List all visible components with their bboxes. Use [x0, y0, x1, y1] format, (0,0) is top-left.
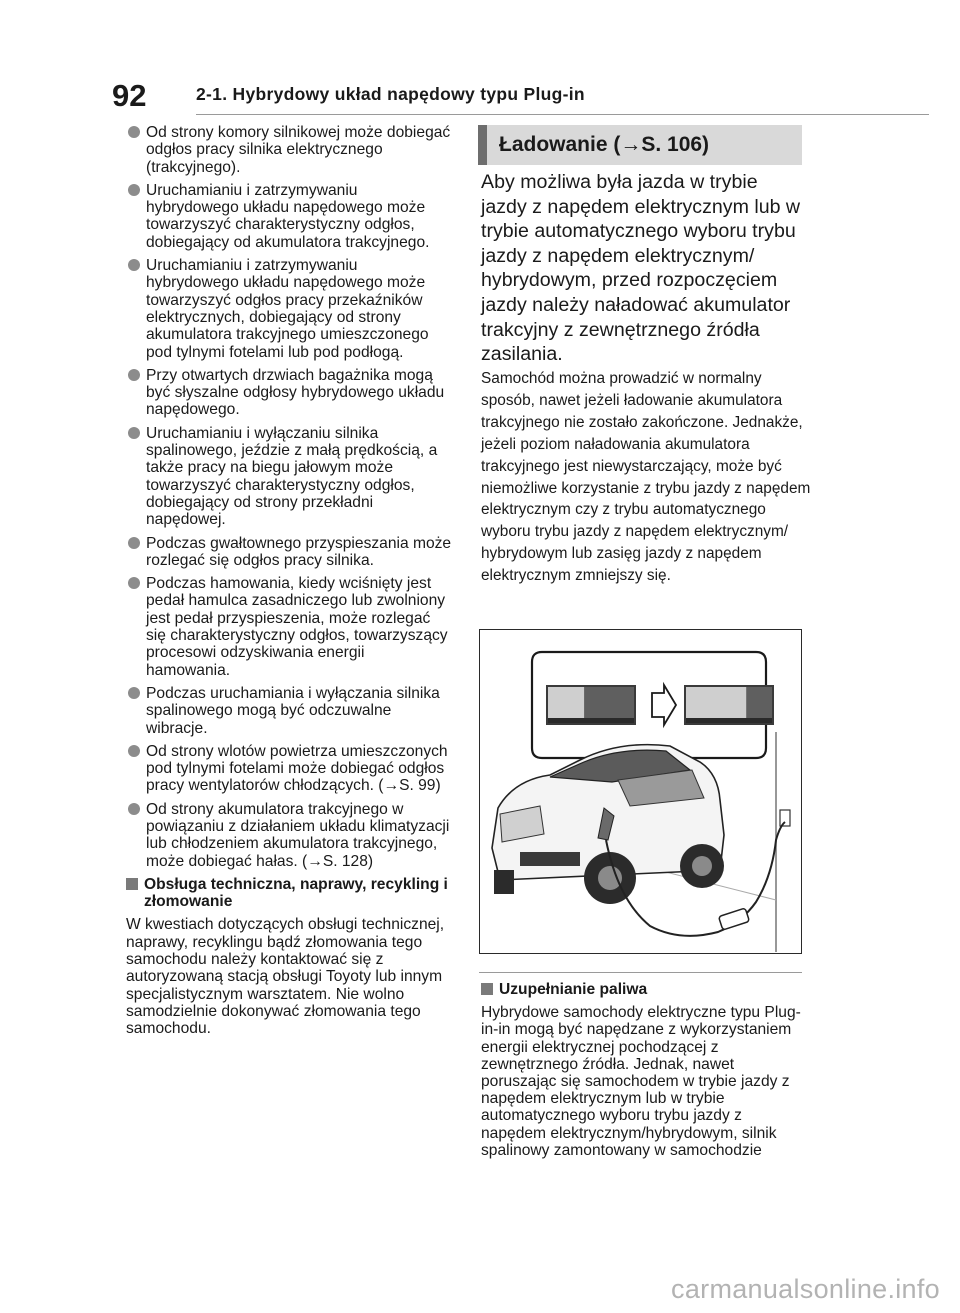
- bullet-item: Podczas gwałtownego przyspieszania może rozlegać się odgłos pracy silnika.: [126, 535, 452, 570]
- page-number: 92: [112, 78, 147, 113]
- bullet-item: Przy otwartych drzwiach bagażnika mogą być słyszalne odgłosy hybrydowego układu napędowego.: [126, 367, 452, 419]
- charging-illustration: [479, 629, 802, 954]
- maintenance-text: W kwestiach dotyczących obsługi technicznej, naprawy, recyklingu bądź złomowania tego samochodu należy kontaktować się z autoryzowaną stacją obsługi Toyoty lub innym specjalistycznym warsztatem. Nie wolno samodzielnie dokonywać złomowania tego samochodu.: [126, 916, 445, 1038]
- bullet-item: Uruchamianiu i zatrzymywaniu hybrydowego układu napędowego może towarzyszyć odgłos pracy przekaźników elektrycznych, dobiegający od strony akumulatora trakcyjnego umieszczonego pod tylnymi fotelami lub pod podłogą.: [126, 257, 452, 361]
- bullet-dot-icon: [128, 537, 140, 549]
- header-divider: [196, 114, 929, 115]
- bullet-item: Od strony komory silnikowej może dobiegać odgłos pracy silnika elektrycznego (trakcyjnego).: [126, 124, 452, 176]
- section-banner: [478, 125, 802, 165]
- wall-socket-icon: [780, 810, 790, 826]
- bullet-dot-icon: [128, 577, 140, 589]
- bullet-dot-icon: [128, 803, 140, 815]
- note-paragraph: Samochód można prowadzić w normalny sposób, nawet jeżeli ładowanie akumulatora trakcyjnego nie zostało zakończone. Jednakże, jeżeli poziom naładowania akumulatora trakcyjnego jest niewystarczający, może być niemożliwe korzystanie z trybu jazdy z napędem elektrycznym czy z trybu automatycznego wyboru trybu jazdy z napędem elektrycznym/ hybrydowym lub zasięg jazdy z napędem elektrycznym zmniejszy się.: [481, 370, 811, 585]
- charging-control-box: [719, 908, 750, 930]
- bullet-item: Podczas hamowania, kiedy wciśnięty jest pedał hamulca zasadniczego lub zwolniony jest pedał przyspieszenia, może rozlegać się charakterystyczny odgłos, towarzyszący procesowi odzyskiwania energii hamowania.: [126, 575, 452, 679]
- bullet-item: Od strony akumulatora trakcyjnego w powiązaniu z działaniem układu klimatyzacji lub chłodzeniem akumulatora trakcyjnego, może dobiegać hałas. (→S. 128): [126, 801, 452, 870]
- charging-diagram: [480, 630, 800, 952]
- battery-gauge-before: [546, 685, 636, 725]
- bullet-dot-icon: [128, 184, 140, 196]
- bullet-dot-icon: [128, 126, 140, 138]
- bullet-dot-icon: [128, 369, 140, 381]
- bullet-dot-icon: [128, 259, 140, 271]
- figure-divider: [479, 972, 802, 973]
- left-column: [126, 124, 452, 1038]
- bullet-dot-icon: [128, 427, 140, 439]
- square-bullet-icon: [481, 983, 493, 995]
- bullet-dot-icon: [128, 745, 140, 757]
- battery-gauge-after: [684, 685, 774, 725]
- refuel-heading: Uzupełnianie paliwa: [481, 981, 811, 998]
- chapter-title: 2-1. Hybrydowy układ napędowy typu Plug-in: [196, 84, 585, 104]
- watermark: carmanualsonline.info: [671, 1274, 940, 1304]
- bullet-item: Podczas uruchamiania i wyłączania silnika spalinowego mogą być odczuwalne wibracje.: [126, 685, 452, 737]
- bullet-item: Uruchamianiu i wyłączaniu silnika spalinowego, jeździe z małą prędkością, a także pracy na biegu jałowym może towarzyszyć charakterystyczny odgłos, dobiegający od strony przekładni napędowej.: [126, 425, 452, 529]
- banner-accent-bar: [478, 125, 487, 165]
- refuel-text: Hybrydowe samochody elektryczne typu Plug-in-in mogą być napędzane z wykorzystaniem energii elektrycznej pochodzącej z zewnętrznego źródła. Jednak, nawet poruszając się samochodem w trybie jazdy z napędem elektrycznym lub w trybie automatycznego wyboru trybu jazdy z napędem elektrycznym/hybrydowym, silnik spalinowy zamontowany w samochodzie: [481, 1004, 801, 1159]
- bullet-dot-icon: [128, 687, 140, 699]
- section-title: Ładowanie (→S. 106): [499, 133, 710, 156]
- refuel-section: [481, 980, 811, 1159]
- square-bullet-icon: [126, 878, 138, 890]
- bullet-item: Od strony wlotów powietrza umieszczonych pod tylnymi fotelami może dobiegać odgłos pracy wentylatorów chłodzących. (→S. 99): [126, 743, 452, 795]
- bullet-item: Uruchamianiu i zatrzymywaniu hybrydowego układu napędowego może towarzyszyć charakterystyczny odgłos, dobiegający od akumulatora trakcyjnego.: [126, 182, 452, 251]
- maintenance-heading: Obsługa techniczna, naprawy, recykling i złomowanie: [126, 876, 452, 911]
- intro-paragraph: Aby możliwa była jazda w trybie jazdy z napędem elektrycznym lub w trybie automatycznego wyboru trybu jazdy z napędem elektrycznym/ hybrydowym, przed rozpoczęciem jazdy należy naładować akumulator trakcyjny z zewnętrznego źródła zasilania.: [481, 171, 801, 366]
